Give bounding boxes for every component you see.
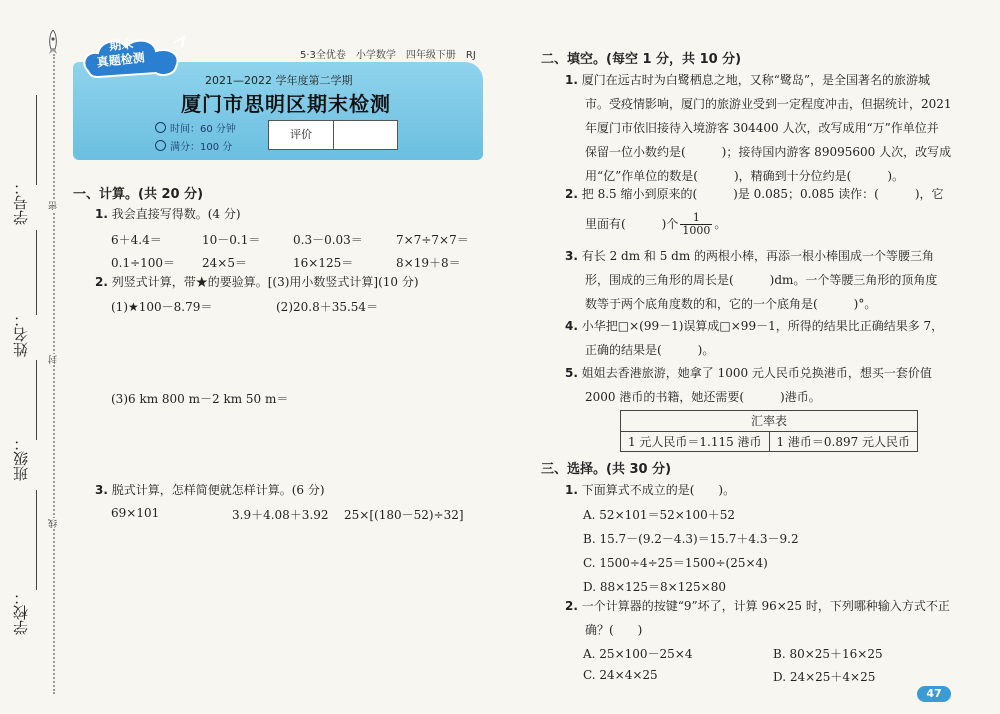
rocket-icon (46, 30, 60, 56)
s1-q1-num: 1. (95, 207, 108, 221)
s3-q1 (565, 478, 735, 502)
s2-q5-num: 5. (565, 366, 578, 380)
cut-word-xian: 线 (49, 519, 59, 528)
s1-q1-item: 0.3－0.03＝ (293, 233, 363, 247)
s1-q2-item: (2)20.8＋35.54＝ (276, 300, 379, 314)
s3-q2-option-d[interactable]: D. 24×25＋4×25 (773, 670, 876, 684)
s2-q1-num: 1. (565, 73, 578, 87)
cut-word-mi: 密 (49, 201, 59, 210)
s1-q1-item: 16×125＝ (293, 256, 354, 270)
time-info (155, 120, 236, 135)
s3-q2-num: 2. (565, 599, 578, 613)
rate-hkd-to-cny: 1 港币＝0.897 元人民币 (769, 432, 918, 452)
fraction-denominator: 1000 (682, 224, 711, 237)
s2-q2 (565, 182, 944, 237)
clock-icon (155, 122, 166, 133)
score-text: 满分：100 分 (170, 142, 233, 153)
score-info (155, 138, 232, 153)
s3-q2-line1: 一个计算器的按键“9”坏了，计算 96×25 时，下列哪种输入方式不正 (581, 599, 950, 613)
s2-q2-num: 2. (565, 187, 578, 201)
s1-q1-item: 6＋4.4＝ (111, 233, 162, 247)
section3-title: 三、选择。(共 30 分) (541, 462, 672, 477)
check-icon (155, 140, 166, 151)
s2-q1-line: 用“亿”作单位的数是( )，精确到十分位约是( )。 (585, 169, 904, 183)
class-label: 班级： (12, 436, 30, 481)
cut-word-feng: 封 (49, 355, 59, 364)
s1-q3-text: 脱式计算，怎样简便就怎样计算。(6 分) (111, 483, 325, 497)
s2-q5 (565, 361, 932, 409)
s2-q1-line: 市。受疫情影响，厦门的旅游业受到一定程度冲击，但据统计，2021 (585, 97, 952, 111)
s2-q3-line: 数等于两个底角度数的和，它的一个底角是( )°。 (585, 297, 877, 311)
evaluation-box (268, 120, 398, 150)
s1-q1-item: 0.1÷100＝ (111, 256, 176, 270)
s2-q3-num: 3. (565, 249, 578, 263)
school-label: 学校： (12, 590, 30, 635)
school-year: 2021—2022 学年度第二学期 (205, 74, 353, 87)
s1-q2 (95, 270, 419, 294)
s1-q1-item: 8×19＋8＝ (396, 256, 461, 270)
s2-q4 (565, 314, 943, 362)
evaluation-input[interactable] (334, 121, 397, 149)
badge-text (95, 36, 146, 71)
s1-q2-item: (3)6 km 800 m－2 km 50 m＝ (111, 392, 289, 406)
s3-q2 (565, 594, 950, 642)
class-line[interactable] (36, 360, 37, 440)
s3-q2-option-a[interactable]: A. 25×100－25×4 (583, 647, 693, 661)
school-line[interactable] (36, 490, 37, 590)
s1-q3-item: 25×[(180－52)÷32] (344, 508, 464, 522)
fraction-one-thousandth (680, 212, 712, 237)
s3-q2-option-c[interactable]: C. 24×4×25 (583, 668, 658, 682)
s2-q1-line: 厦门在远古时为白鹭栖息之地，又称“鹭岛”，是全国著名的旅游城 (581, 73, 931, 87)
page-number: 47 (917, 686, 951, 702)
s1-q3-item: 69×101 (111, 506, 160, 520)
s2-q2-line2: 里面有( )个 (585, 217, 679, 231)
s3-q1-option-d[interactable]: D. 88×125＝8×125×80 (583, 580, 726, 594)
student-id-line[interactable] (36, 95, 37, 185)
s3-q1-option-b[interactable]: B. 15.7－(9.2－4.3)＝15.7＋4.3－9.2 (583, 532, 799, 546)
s2-q3 (565, 244, 937, 316)
s2-q2-line1: 把 8.5 缩小到原来的( )是 0.085；0.085 读作：( )，它 (581, 187, 944, 201)
s1-q3 (95, 478, 325, 502)
name-line[interactable] (36, 230, 37, 315)
s2-q2-line2-end: 。 (714, 217, 727, 231)
badge-line2: 真题检测 (96, 50, 146, 70)
rate-table-row (621, 432, 917, 452)
s2-q3-line: 形，围成的三角形的周长是( )dm。一个等腰三角形的顶角度 (585, 273, 938, 287)
s2-q1-line: 保留一位小数约是( )；接待国内游客 89095600 人次，改写成 (585, 145, 952, 159)
series-label: 5·3全优卷 小学数学 四年级下册 RJ (300, 50, 476, 61)
student-id-label: 学号： (12, 180, 30, 225)
section2-title: 二、填空。(每空 1 分，共 10 分) (541, 52, 742, 67)
s3-q1-option-a[interactable]: A. 52×101＝52×100＋52 (583, 508, 736, 522)
s2-q5-line: 2000 港币的书籍，她还需要( )港币。 (585, 390, 821, 404)
s1-q1-item: 10－0.1＝ (202, 233, 261, 247)
name-label: 姓名： (12, 312, 30, 357)
time-text: 时间：60 分钟 (170, 124, 236, 135)
s2-q4-line: 正确的结果是( )。 (585, 343, 715, 357)
s1-q1-text: 我会直接写得数。(4 分) (111, 207, 241, 221)
evaluation-label: 评价 (269, 121, 334, 149)
fraction-numerator: 1 (680, 212, 712, 225)
s2-q1 (565, 68, 952, 188)
s3-q1-option-c[interactable]: C. 1500÷4÷25＝1500÷(25×4) (583, 556, 768, 570)
s2-q3-line: 有长 2 dm 和 5 dm 的两根小棒，再添一根小棒围成一个等腰三角 (581, 249, 935, 263)
page-title: 厦门市思明区期末检测 (181, 92, 391, 116)
s3-q2-option-b[interactable]: B. 80×25＋16×25 (773, 647, 883, 661)
rate-table-title: 汇率表 (621, 411, 917, 432)
s1-q3-item: 3.9＋4.08＋3.92 (232, 508, 329, 522)
binding-strip (0, 0, 66, 714)
exchange-rate-table (620, 410, 918, 452)
s2-q4-num: 4. (565, 319, 578, 333)
section1-title: 一、计算。(共 20 分) (73, 187, 204, 202)
s1-q2-text: 列竖式计算，带★的要验算。[(3)用小数竖式计算](10 分) (111, 275, 419, 289)
s2-q5-line: 姐姐去香港旅游，她拿了 1000 元人民币兑换港币，想买一套价值 (581, 366, 932, 380)
s2-q4-line: 小华把□×(99－1)误算成□×99－1，所得的结果比正确结果多 7， (581, 319, 944, 333)
s3-q1-text: 下面算式不成立的是( )。 (581, 483, 736, 497)
s1-q3-num: 3. (95, 483, 108, 497)
rate-cny-to-hkd: 1 元人民币＝1.115 港币 (627, 435, 762, 449)
s1-q2-num: 2. (95, 275, 108, 289)
s3-q1-num: 1. (565, 483, 578, 497)
s1-q1-item: 24×5＝ (202, 256, 247, 270)
cut-dotted-line (53, 54, 55, 694)
s1-q1 (95, 202, 241, 226)
s2-q1-line: 年厦门市依旧接待入境游客 304400 人次，改写成用“万”作单位并 (585, 121, 939, 135)
s3-q2-line2: 确？( ) (585, 623, 643, 637)
s1-q2-item: (1)★100－8.79＝ (111, 300, 213, 314)
s1-q1-item: 7×7÷7×7＝ (396, 233, 469, 247)
badge-line1: 期末 (108, 36, 134, 54)
